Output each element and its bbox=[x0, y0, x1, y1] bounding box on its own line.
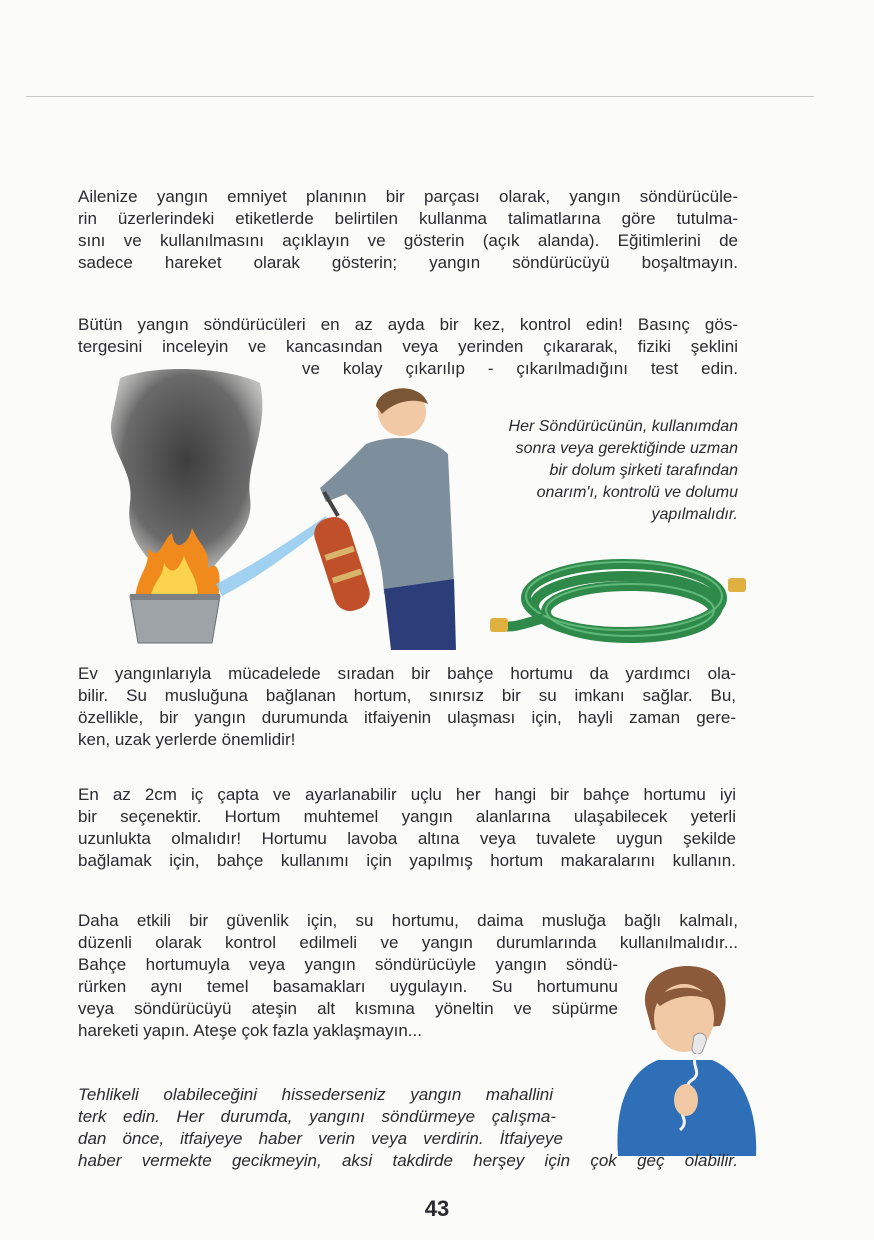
text-line: rin üzerlerindeki etiketlerde belirtilen kullanma talimatlarına göre tutulma- bbox=[78, 209, 738, 228]
text-line: Ev yangınlarıyla mücadelede sıradan bir bahçe hortumu da yardımcı ola- bbox=[78, 664, 736, 683]
text-line: özellikle, bir yangın durumunda itfaiyenin ulaşması için, hayli zaman gere- bbox=[78, 708, 736, 727]
text-line: En az 2cm iç çapta ve ayarlanabilir uçlu her hangi bir bahçe hortumu iyi bbox=[78, 785, 736, 804]
hose-connector bbox=[490, 618, 508, 632]
text-line: dan önce, itfaiyeye haber verin veya verdirin. İtfaiyeye bbox=[78, 1129, 563, 1148]
text-line: düzenli olarak kontrol edilmeli ve yangın durumlarında kullanılmalıdır... bbox=[78, 933, 738, 952]
text-line: sonra veya gerektiğinde uzman bbox=[515, 440, 738, 457]
bin bbox=[130, 596, 220, 643]
text-line: Bütün yangın söndürücüleri en az ayda bir kez, kontrol edin! Basınç gös- bbox=[78, 315, 738, 334]
text-line: ken, uzak yerlerde önemlidir! bbox=[78, 730, 296, 749]
text-line: yapılmalıdır. bbox=[651, 506, 738, 523]
page-number: 43 bbox=[424, 1196, 450, 1221]
hose-connector bbox=[728, 578, 746, 592]
header-rule bbox=[26, 96, 814, 97]
paragraph-evacuate bbox=[78, 1084, 738, 1172]
text-line: sını ve kullanılmasını açıklayın ve gösterin (açık alanda). Eğitimlerini de bbox=[78, 231, 738, 250]
text-line: Ailenize yangın emniyet planının bir parçası olarak, yangın söndürücüle- bbox=[78, 187, 738, 206]
text-line: uzunlukta olmalıdır! Hortumu lavoba altına veya tuvalete uygun şekilde bbox=[78, 829, 736, 848]
extinguisher-man-illustration bbox=[216, 384, 462, 650]
text-line: veya söndürücüyü ateşin alt kısmına yöneltin ve süpürme bbox=[78, 999, 618, 1018]
jeans bbox=[384, 579, 456, 650]
text-line: onarım'ı, kontrolü ve dolumu bbox=[536, 484, 738, 501]
text-line: bir seçenektir. Hortum muhtemel yangın alanlarına ulaşabilecek yeterli bbox=[78, 807, 736, 826]
text-line: haber vermekte gecikmeyin, aksi takdirde herşey için çok geç olabilir. bbox=[78, 1151, 738, 1170]
paragraph-plan bbox=[78, 186, 738, 274]
spray bbox=[216, 516, 328, 596]
callout-maintenance-note bbox=[432, 416, 738, 526]
text-line: tergesini inceleyin ve kancasından veya yerinden çıkararak, fiziki şeklini bbox=[78, 337, 738, 356]
garden-hose-illustration bbox=[484, 548, 750, 658]
text-line: bilir. Su musluğuna bağlanan hortum, sınırsız bir su imkanı sağlar. Bu, bbox=[78, 686, 736, 705]
text-line: Daha etkili bir güvenlik için, su hortumu, daima musluğa bağlı kalmalı, bbox=[78, 911, 738, 930]
text-line: Her Söndürücünün, kullanımdan bbox=[508, 418, 738, 435]
text-line: ve kolay çıkarılıp - çıkarılmadığını test edin. bbox=[302, 359, 738, 378]
text-line: bağlamak için, bahçe kullanımı için yapılmış hortum makaralarını kullanın. bbox=[78, 851, 736, 870]
extinguisher bbox=[310, 513, 374, 615]
text-line: sadece hareket olarak gösterin; yangın söndürücüyü boşaltmayın. bbox=[78, 253, 738, 272]
phone-handset bbox=[692, 1033, 706, 1054]
paragraph-garden-hose bbox=[78, 663, 736, 751]
text-line: Tehlikeli olabileceğini hissederseniz yangın mahallini bbox=[78, 1085, 553, 1104]
text-line: Bahçe hortumuyla veya yangın söndürücüyle yangın söndü- bbox=[78, 955, 618, 974]
text-line: bir dolum şirketi tarafından bbox=[549, 462, 738, 479]
text-line: terk edin. Her durumda, yangını söndürmeye çalışma- bbox=[78, 1107, 556, 1126]
paragraph-hose-specs bbox=[78, 784, 736, 872]
text-line: hareketi yapın. Ateşe çok fazla yaklaşmayın... bbox=[78, 1021, 422, 1040]
text-line: rürken aynı temel basamakları uygulayın. Su hortumunu bbox=[78, 977, 618, 996]
